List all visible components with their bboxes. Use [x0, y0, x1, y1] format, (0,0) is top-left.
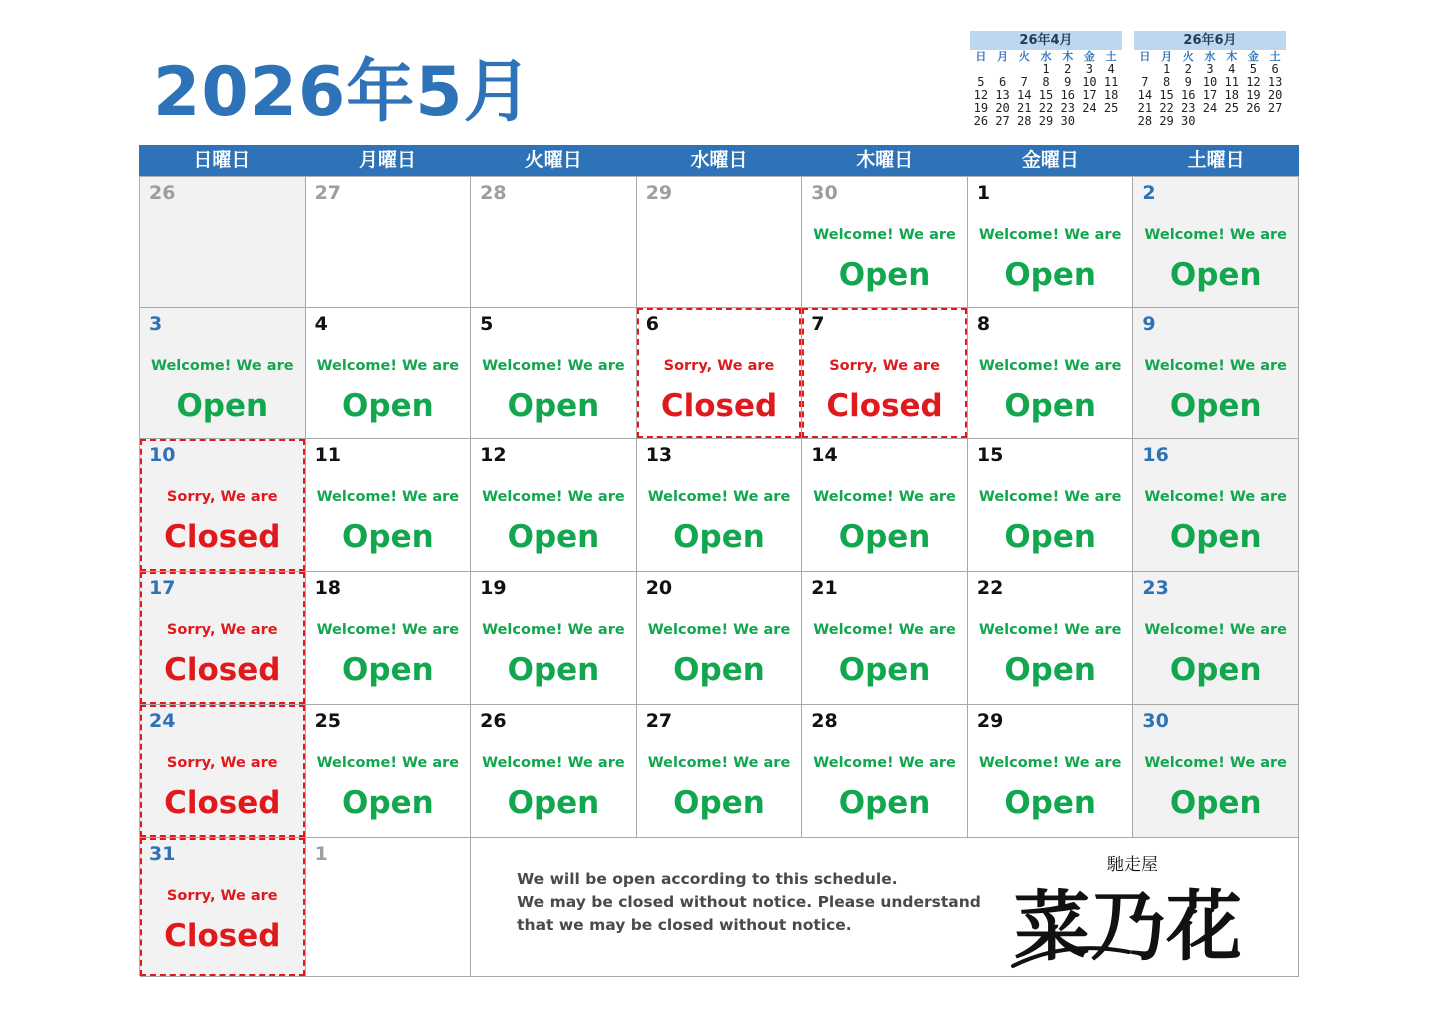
- mini-day: 20: [995, 101, 1010, 115]
- day-number: 8: [976, 313, 991, 335]
- day-number: 28: [811, 710, 838, 732]
- status-label: Open: [1004, 519, 1096, 555]
- mini-day: 21: [1137, 101, 1153, 115]
- day-cell: [471, 572, 637, 705]
- mini-weekday: 月: [997, 50, 1009, 63]
- status-message: Welcome! We are: [482, 622, 625, 638]
- status-message: Sorry, We are: [166, 755, 278, 771]
- day-number: 15: [976, 444, 1004, 466]
- status-message: Welcome! We are: [978, 755, 1122, 771]
- day-cell: [968, 308, 1134, 439]
- mini-day: 30: [1181, 114, 1196, 128]
- mini-day: 5: [977, 75, 985, 89]
- status-message: Sorry, We are: [166, 888, 278, 904]
- mini-day: 24: [1202, 101, 1218, 115]
- mini-day: 12: [973, 88, 989, 102]
- status-message: Welcome! We are: [1144, 358, 1287, 374]
- status-label: Open: [176, 388, 269, 424]
- status-message: Welcome! We are: [316, 622, 460, 638]
- day-cell: [968, 177, 1134, 308]
- day-number: 29: [645, 182, 673, 204]
- calendar-grid: [139, 176, 1299, 976]
- mini-day: 9: [1064, 75, 1072, 89]
- status-message: Welcome! We are: [978, 227, 1122, 243]
- mini-weekday: 火: [1018, 50, 1030, 63]
- day-cell: [1133, 308, 1299, 439]
- status-message: Sorry, We are: [166, 489, 278, 505]
- status-message: Welcome! We are: [813, 622, 956, 638]
- mini-day: 9: [1184, 75, 1192, 89]
- status-message: Sorry, We are: [663, 358, 775, 374]
- mini-day: 25: [1224, 101, 1239, 115]
- day-cell: [802, 705, 968, 838]
- mini-day: 1: [1162, 62, 1171, 76]
- day-cell: [471, 308, 637, 439]
- day-cell: [140, 572, 306, 705]
- mini-day: [1100, 115, 1122, 128]
- logo-name: 菜乃花: [1014, 882, 1243, 971]
- mini-day: 22: [1038, 101, 1054, 115]
- status-label: Open: [673, 785, 765, 821]
- mini-day: [1079, 115, 1101, 128]
- day-cell: [471, 177, 637, 308]
- status-message: Welcome! We are: [482, 755, 625, 771]
- status-label: Open: [1169, 257, 1262, 293]
- mini-day: [1199, 115, 1221, 128]
- mini-day: 18: [1224, 88, 1239, 102]
- day-cell: [802, 572, 968, 705]
- status-message: Welcome! We are: [647, 622, 791, 638]
- day-cell: [306, 308, 472, 439]
- day-cell: [802, 177, 968, 308]
- day-number: 16: [1142, 444, 1169, 466]
- mini-weekday: 月: [1161, 50, 1173, 63]
- day-cell: [637, 177, 803, 308]
- mini-day: 4: [1228, 62, 1236, 76]
- day-number: 27: [314, 182, 342, 204]
- status-label: Open: [1004, 785, 1096, 821]
- mini-weekday: 水: [1040, 50, 1052, 63]
- mini-day: 26: [973, 114, 989, 128]
- day-cell: [968, 705, 1134, 838]
- status-label: Open: [838, 257, 931, 293]
- status-label: Open: [342, 388, 434, 424]
- status-label: Closed: [164, 918, 281, 954]
- mini-day: 28: [1017, 114, 1032, 128]
- mini-day: [1243, 115, 1265, 128]
- status-label: Open: [1169, 388, 1262, 424]
- day-cell: [802, 439, 968, 572]
- status-label: Open: [507, 519, 600, 555]
- mini-day: 26: [1246, 101, 1261, 115]
- mini-day: 10: [1082, 75, 1097, 89]
- weekday-header: [139, 145, 1299, 176]
- day-cell: [140, 838, 306, 977]
- mini-day: 16: [1181, 88, 1196, 102]
- mini-day: 29: [1038, 114, 1054, 128]
- mini-calendar-body: [970, 50, 1122, 128]
- mini-day: 10: [1202, 75, 1218, 89]
- status-label: Open: [1169, 652, 1262, 688]
- mini-day: 28: [1137, 114, 1153, 128]
- status-message: Sorry, We are: [829, 358, 940, 374]
- notice-line: We may be closed without notice. Please understand: [517, 893, 981, 911]
- day-cell: [1133, 177, 1299, 308]
- status-message: Welcome! We are: [1144, 755, 1287, 771]
- status-message: Welcome! We are: [813, 755, 956, 771]
- status-label: Open: [1004, 388, 1096, 424]
- mini-weekday: 土: [1105, 50, 1117, 63]
- day-cell: [140, 177, 306, 308]
- mini-weekday: 水: [1204, 50, 1216, 63]
- day-number: 1: [976, 182, 991, 204]
- status-label: Open: [673, 652, 765, 688]
- mini-calendar-april: [970, 31, 1122, 128]
- day-number: 17: [149, 577, 176, 599]
- status-label: Open: [838, 785, 931, 821]
- status-label: Open: [342, 519, 434, 555]
- mini-weekday: 火: [1182, 50, 1194, 63]
- status-message: Welcome! We are: [813, 227, 956, 243]
- mini-day: 30: [1060, 114, 1075, 128]
- status-label: Open: [1169, 519, 1262, 555]
- day-cell: [140, 705, 306, 838]
- day-number: 12: [480, 444, 507, 466]
- status-label: Open: [838, 652, 931, 688]
- status-message: Welcome! We are: [150, 358, 294, 374]
- day-cell: [1133, 705, 1299, 838]
- mini-day: 19: [973, 101, 989, 115]
- day-number: 26: [149, 182, 176, 204]
- mini-day: 11: [1224, 75, 1239, 89]
- day-number: 6: [645, 313, 659, 335]
- status-message: Welcome! We are: [978, 622, 1122, 638]
- restaurant-logo: [1009, 848, 1259, 977]
- mini-day: 21: [1017, 101, 1032, 115]
- status-message: Welcome! We are: [813, 489, 956, 505]
- mini-day: 8: [1162, 75, 1171, 89]
- weekday-wednesday: 水曜日: [690, 149, 748, 171]
- day-cell: [968, 439, 1134, 572]
- weekday-saturday: 土曜日: [1187, 149, 1245, 171]
- mini-day: 14: [1017, 88, 1032, 102]
- mini-day: 17: [1082, 88, 1097, 102]
- day-number: 21: [811, 577, 838, 599]
- mini-day: 24: [1082, 101, 1097, 115]
- mini-day: 18: [1103, 88, 1119, 102]
- status-message: Welcome! We are: [482, 358, 625, 374]
- mini-calendar-june: [1134, 31, 1286, 128]
- day-cell: [471, 439, 637, 572]
- status-label: Open: [1169, 785, 1262, 821]
- day-cell: [140, 439, 306, 572]
- day-cell: [1133, 439, 1299, 572]
- mini-day: 22: [1159, 101, 1174, 115]
- mini-weekday: 金: [1083, 50, 1095, 63]
- day-cell: [1133, 572, 1299, 705]
- weekday-sunday: 日曜日: [193, 149, 251, 171]
- mini-day: 7: [1141, 75, 1149, 89]
- day-number: 7: [811, 313, 825, 335]
- mini-day: 15: [1159, 88, 1174, 102]
- mini-day: 14: [1137, 88, 1153, 102]
- status-label: Closed: [164, 519, 281, 555]
- mini-day: 6: [1271, 62, 1279, 76]
- status-label: Closed: [826, 388, 943, 424]
- day-cell: [968, 572, 1134, 705]
- page-title: 2026年5月: [153, 53, 533, 132]
- day-cell: [802, 308, 968, 439]
- day-number: 13: [645, 444, 673, 466]
- mini-day: 7: [1020, 75, 1028, 89]
- mini-calendar-title: 26年4月: [970, 31, 1122, 50]
- day-cell: [306, 177, 472, 308]
- day-cell: [306, 705, 472, 838]
- status-label: Open: [507, 785, 600, 821]
- status-message: Sorry, We are: [166, 622, 278, 638]
- mini-weekday: 日: [1139, 50, 1151, 63]
- mini-calendar-week: [1134, 102, 1286, 115]
- day-number: 22: [976, 577, 1004, 599]
- status-message: Welcome! We are: [978, 489, 1122, 505]
- day-number: 24: [149, 710, 176, 732]
- notice-cell: [471, 838, 1299, 977]
- mini-day: [1264, 115, 1286, 128]
- day-number: 10: [149, 444, 176, 466]
- day-cell: [306, 439, 472, 572]
- status-message: Welcome! We are: [316, 489, 460, 505]
- mini-calendar-week: [1134, 115, 1286, 128]
- status-message: Welcome! We are: [978, 358, 1122, 374]
- mini-day: 25: [1103, 101, 1119, 115]
- day-cell: [471, 705, 637, 838]
- day-number: 25: [314, 710, 342, 732]
- mini-day: 3: [1206, 62, 1214, 76]
- day-number: 2: [1142, 182, 1156, 204]
- status-label: Open: [673, 519, 765, 555]
- status-message: Welcome! We are: [316, 755, 460, 771]
- day-number: 23: [1142, 577, 1169, 599]
- status-label: Closed: [660, 388, 778, 424]
- day-number: 1: [314, 843, 328, 865]
- logo-subtitle: 馳走屋: [1107, 855, 1159, 875]
- mini-day: 13: [1267, 75, 1283, 89]
- day-number: 26: [480, 710, 507, 732]
- status-message: Welcome! We are: [647, 755, 791, 771]
- mini-day: 19: [1246, 88, 1261, 102]
- day-number: 19: [480, 577, 507, 599]
- status-label: Open: [342, 785, 434, 821]
- mini-day: 6: [998, 75, 1007, 89]
- day-number: 28: [480, 182, 507, 204]
- mini-day: 16: [1060, 88, 1075, 102]
- day-cell: [637, 572, 803, 705]
- mini-day: 23: [1060, 101, 1075, 115]
- mini-day: 12: [1246, 75, 1261, 89]
- mini-day: 2: [1184, 62, 1192, 76]
- status-message: Welcome! We are: [1144, 622, 1287, 638]
- day-cell: [306, 838, 472, 977]
- status-message: Welcome! We are: [316, 358, 460, 374]
- weekday-friday: 金曜日: [1021, 149, 1079, 171]
- day-cell: [637, 705, 803, 838]
- notice-line: that we may be closed without notice.: [517, 916, 852, 934]
- status-message: Welcome! We are: [1144, 227, 1287, 243]
- day-number: 30: [1142, 710, 1169, 732]
- status-label: Open: [342, 652, 434, 688]
- mini-day: 3: [1085, 62, 1094, 76]
- mini-calendar-title: 26年6月: [1134, 31, 1286, 50]
- day-number: 29: [976, 710, 1004, 732]
- status-label: Open: [838, 519, 931, 555]
- status-label: Open: [507, 388, 600, 424]
- day-cell: [637, 439, 803, 572]
- mini-weekday: 土: [1269, 50, 1281, 63]
- mini-day: 27: [1267, 101, 1283, 115]
- day-number: 5: [480, 313, 494, 335]
- day-number: 18: [314, 577, 342, 599]
- mini-day: 11: [1103, 75, 1119, 89]
- day-number: 9: [1142, 313, 1156, 335]
- day-number: 3: [149, 313, 163, 335]
- day-cell: [140, 308, 306, 439]
- day-number: 31: [149, 843, 176, 865]
- mini-day: [1221, 115, 1243, 128]
- mini-calendar-week: [970, 115, 1122, 128]
- mini-day: 8: [1042, 75, 1050, 89]
- mini-day: 20: [1267, 88, 1283, 102]
- mini-day: 17: [1202, 88, 1218, 102]
- mini-day: 5: [1249, 62, 1258, 76]
- status-message: Welcome! We are: [482, 489, 625, 505]
- mini-calendar-body: [1134, 50, 1286, 128]
- status-label: Open: [507, 652, 600, 688]
- day-number: 27: [645, 710, 673, 732]
- weekday-thursday: 木曜日: [856, 149, 914, 171]
- mini-weekday: 木: [1062, 50, 1074, 63]
- mini-day: 27: [995, 114, 1010, 128]
- weekday-tuesday: 火曜日: [524, 149, 582, 171]
- mini-day: 23: [1181, 101, 1196, 115]
- mini-day: 4: [1107, 62, 1115, 76]
- day-number: 30: [811, 182, 838, 204]
- day-number: 14: [811, 444, 838, 466]
- status-message: Welcome! We are: [647, 489, 791, 505]
- status-label: Open: [1004, 652, 1096, 688]
- mini-day: 1: [1042, 62, 1050, 76]
- day-number: 11: [314, 444, 342, 466]
- mini-day: 15: [1038, 88, 1054, 102]
- notice-text: [517, 868, 981, 937]
- mini-weekday: 金: [1247, 50, 1259, 63]
- mini-weekday: 木: [1226, 50, 1238, 63]
- day-number: 20: [645, 577, 673, 599]
- mini-day: 29: [1159, 114, 1174, 128]
- day-cell: [637, 308, 803, 439]
- status-label: Closed: [164, 785, 281, 821]
- notice-line: We will be open according to this schedule.: [517, 870, 898, 888]
- status-message: Welcome! We are: [1144, 489, 1287, 505]
- day-cell: [306, 572, 472, 705]
- weekday-monday: 月曜日: [359, 149, 417, 171]
- status-label: Open: [1004, 257, 1096, 293]
- mini-day: 13: [995, 88, 1010, 102]
- day-number: 4: [314, 313, 328, 335]
- mini-day: 2: [1064, 62, 1072, 76]
- status-label: Closed: [164, 652, 281, 688]
- mini-weekday: 日: [975, 50, 987, 63]
